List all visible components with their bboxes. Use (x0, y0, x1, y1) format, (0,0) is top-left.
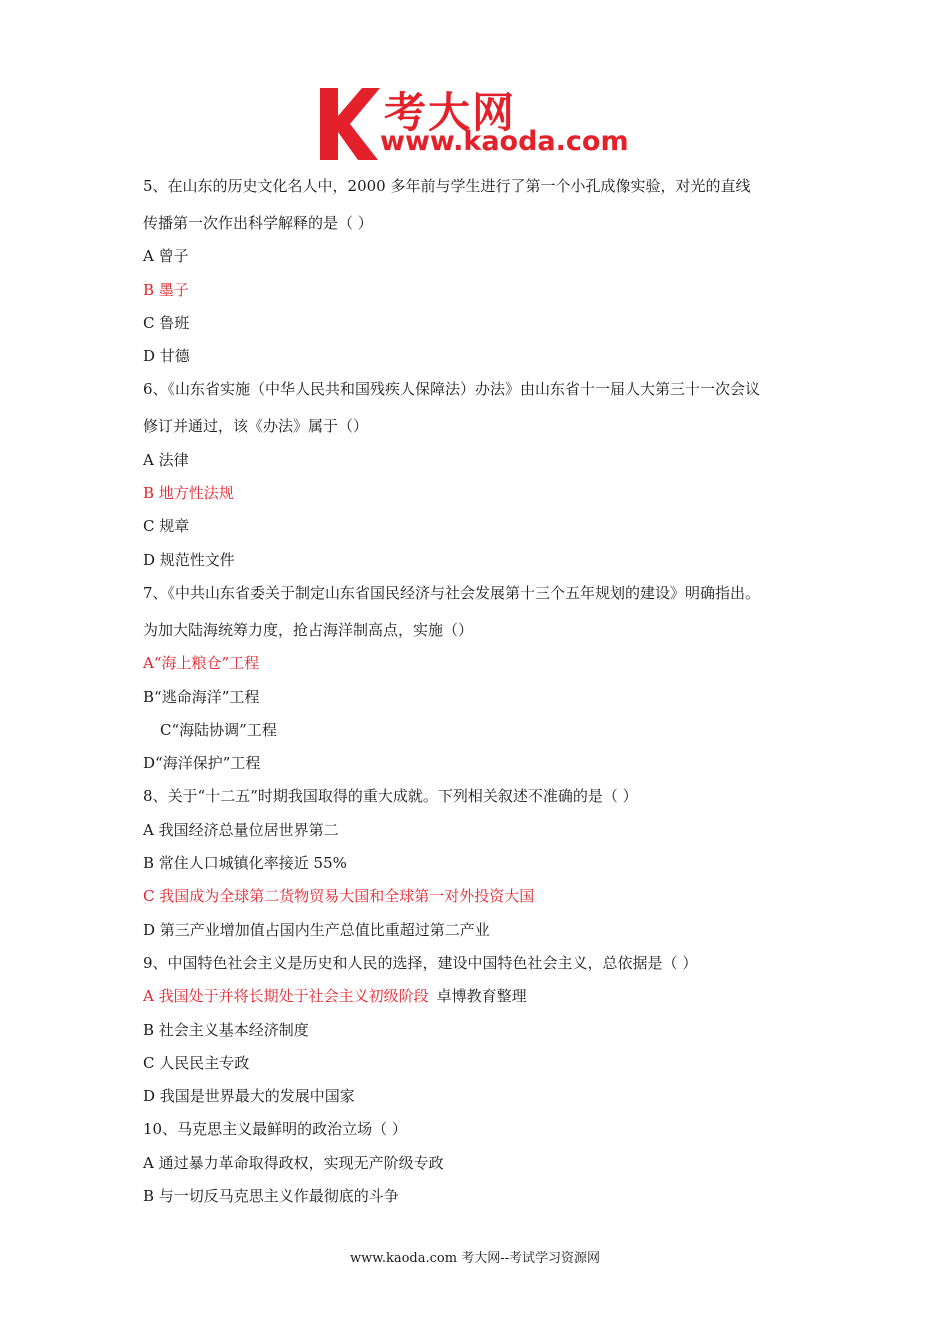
answer-option (143, 814, 843, 847)
question-stem: 8、关于“十二五”时期我国取得的重大成就。下列相关叙述不准确的是（ ） (143, 787, 638, 806)
question-block (143, 780, 843, 946)
answer-option (143, 681, 843, 714)
answer-option (143, 714, 843, 747)
answer-option (143, 544, 843, 577)
option-text: A“海上粮仓”工程 (143, 654, 260, 673)
answer-option (143, 747, 843, 780)
option-text: B 与一切反马克思主义作最彻底的斗争 (143, 1187, 399, 1206)
answer-option (143, 510, 843, 543)
question-block (143, 373, 843, 576)
question-stem: 修订并通过，该《办法》属于（） (143, 417, 369, 436)
question-block (143, 577, 843, 780)
option-text: A 我国处于并将长期处于社会主义初级阶段 (143, 987, 429, 1006)
option-text: A 曾子 (143, 247, 189, 266)
question-stem: 传播第一次作出科学解释的是（ ） (143, 214, 373, 232)
logo-url: www.kaoda.com (380, 126, 629, 157)
option-text: B 常住人口城镇化率接近 55% (143, 854, 347, 873)
question-list (143, 170, 843, 1213)
answer-option (143, 1080, 843, 1113)
answer-option (143, 340, 843, 373)
page-footer: www.kaoda.com 考大网--考试学习资源网 (350, 1251, 600, 1266)
answer-option-correct (143, 980, 843, 1013)
option-text: D“海洋保护”工程 (143, 754, 261, 773)
option-text: D 我国是世界最大的发展中国家 (143, 1087, 355, 1106)
option-text: C“海陆协调”工程 (160, 720, 277, 739)
answer-option (143, 847, 843, 880)
question-stem: 为加大陆海统筹力度，抢占海洋制高点，实施（） (143, 620, 474, 639)
answer-note: 卓博教育整理 (436, 987, 527, 1006)
question-block (143, 170, 843, 373)
answer-option (143, 307, 843, 340)
option-text: D 甘德 (143, 347, 190, 366)
answer-option (143, 1180, 843, 1213)
answer-option (143, 1147, 843, 1180)
option-text: A 通过暴力革命取得政权，实现无产阶级专政 (143, 1153, 444, 1172)
option-text: A 我国经济总量位居世界第二 (143, 820, 339, 839)
answer-option (143, 240, 843, 273)
answer-option (143, 1014, 843, 1047)
option-text: D 规范性文件 (143, 550, 235, 569)
kaoda-logo (316, 80, 646, 162)
question-block (143, 947, 843, 1113)
answer-option (143, 914, 843, 947)
answer-option-correct (143, 477, 843, 510)
logo-chinese-name: 考大网 (384, 88, 517, 137)
question-block (143, 1113, 843, 1213)
option-text: C 我国成为全球第二货物贸易大国和全球第一对外投资大国 (143, 887, 535, 906)
option-text: B 地方性法规 (143, 484, 234, 503)
option-text: C 规章 (143, 517, 190, 536)
option-text: C 鲁班 (143, 313, 190, 332)
question-stem: 9、中国特色社会主义是历史和人民的选择，建设中国特色社会主义，总依据是（ ） (143, 953, 698, 972)
answer-option (143, 1047, 843, 1080)
option-text: B“逃命海洋”工程 (143, 687, 260, 706)
option-text: D 第三产业增加值占国内生产总值比重超过第二产业 (143, 920, 490, 939)
question-stem: 7、《中共山东省委关于制定山东省国民经济与社会发展第十三个五年规划的建设》明确指出。 (143, 583, 761, 602)
answer-option (143, 444, 843, 477)
option-text: B 社会主义基本经济制度 (143, 1020, 309, 1039)
answer-option-correct (143, 647, 843, 680)
logo-k-mark-icon (316, 86, 382, 162)
question-stem: 5、在山东的历史文化名人中，2000 多年前与学生进行了第一个小孔成像实验，对光的直线 (143, 177, 751, 195)
answer-option-correct (143, 880, 843, 913)
option-text: A 法律 (143, 450, 189, 469)
option-text: C 人民民主专政 (143, 1053, 250, 1072)
question-stem: 6、《山东省实施（中华人民共和国残疾人保障法）办法》由山东省十一届人大第三十一次会议 (143, 380, 761, 399)
answer-option-correct (143, 274, 843, 307)
option-text: B 墨子 (143, 280, 189, 299)
question-stem: 10、马克思主义最鲜明的政治立场（ ） (143, 1120, 407, 1139)
